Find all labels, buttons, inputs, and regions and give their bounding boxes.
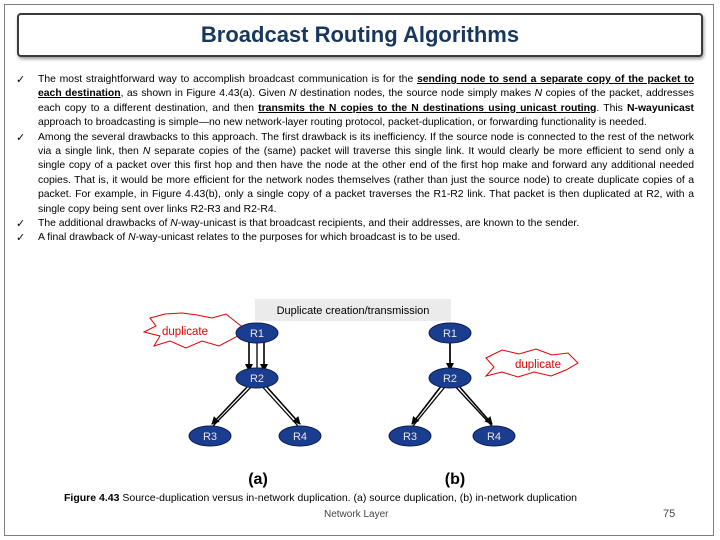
figure-caption xyxy=(64,492,577,504)
checkmark-icon: ✓ xyxy=(16,131,26,144)
caption-number: Figure 4.43 xyxy=(64,492,120,504)
bullet-text: destination nodes, the source node simply makes xyxy=(296,88,535,100)
bullet-text: separate copies of the (same) packet will traverse this single link. It would clearly be more efficient to send only a single copy of a packet over this first hop and then have the node at the other end of the first hop make and forward any additional needed copies. That is, it would be more efficient for the network nodes themselves (rather than just the source node) to create duplicate copies of a packet. For example, in Figure 4.43(b), only a single copy of a packet traverses the R1-R2 link. That packet is then duplicated at R2, with a single copy being sent over links R2-R3 and R2-R4. xyxy=(38,146,694,215)
duplicate-label-a: duplicate xyxy=(161,326,209,338)
copy-arrow-b3 xyxy=(458,385,492,424)
router-label: R4 xyxy=(292,431,308,443)
bullet-text: Among the several drawbacks to this approach. The first drawback is its inefficiency. If the source node is connected to the rest of the network via a single link, then xyxy=(38,131,694,158)
router-label: R1 xyxy=(442,328,458,340)
copy-arrow-a4 xyxy=(266,386,300,424)
router-label: R2 xyxy=(249,373,265,385)
router-label: R3 xyxy=(402,431,418,443)
copy-arrow-a3 xyxy=(212,386,248,424)
router-label: R2 xyxy=(442,373,458,385)
legend-label: Duplicate creation/transmission xyxy=(276,305,430,317)
link-r2-r4-a xyxy=(258,382,298,426)
checkmark-icon: ✓ xyxy=(16,232,26,245)
router-r1-a xyxy=(236,323,278,343)
bullet-text: copies of the packet, addresses each copy to a different destination, and then xyxy=(38,88,694,114)
router-r3-b xyxy=(389,426,431,446)
bullet-bold: N-wayunicast xyxy=(627,102,694,114)
footer-label: Network Layer xyxy=(324,509,389,520)
page-number: 75 xyxy=(663,508,676,520)
checkmark-icon: ✓ xyxy=(16,218,26,231)
bullet-italic: N xyxy=(128,232,136,244)
bullet-text: approach to broadcasting is simple—no new network-layer routing protocol, packet-duplication, or forwarding functionality is needed. xyxy=(38,117,647,129)
link-r2-r4-b xyxy=(451,382,492,426)
router-r3-a xyxy=(189,426,231,446)
bullet-text: -way-unicast relates to the purposes for which broadcast is to be used. xyxy=(135,232,461,244)
router-r4-a xyxy=(279,426,321,446)
bullet-italic: N xyxy=(142,146,151,158)
bullet-text: The additional drawbacks of xyxy=(38,218,171,230)
bullet-emphasis: sending node to send a separate copy of the packet to each destination xyxy=(38,74,694,100)
checkmark-icon: ✓ xyxy=(16,74,26,86)
bullet-emphasis: transmits the N copies to the N destinations using unicast routing xyxy=(258,102,597,114)
router-r1-b xyxy=(429,323,471,343)
bullet-text: , as shown in Figure 4.43(a). Given xyxy=(120,88,290,100)
bullet-italic: N xyxy=(534,88,543,100)
duplicate-label-b: duplicate xyxy=(514,359,562,371)
link-r2-r3-b xyxy=(413,382,449,426)
router-label: R3 xyxy=(202,431,218,443)
routers-b xyxy=(389,323,515,446)
router-label: R4 xyxy=(486,431,502,443)
slide-title: Broadcast Routing Algorithms xyxy=(200,22,520,47)
router-r2-a xyxy=(236,368,278,388)
bullet-text: The most straightforward way to accomplish broadcast communication is for the xyxy=(38,74,417,85)
sub-label-a: (a) xyxy=(248,471,268,488)
router-r2-b xyxy=(429,368,471,388)
bullet-italic: N xyxy=(289,88,297,100)
router-r4-b xyxy=(473,426,515,446)
router-label: R1 xyxy=(249,328,265,340)
bullet-italic: N xyxy=(170,218,178,230)
bullet-text: -way-unicast is that broadcast recipients, and their addresses, are known to the sender. xyxy=(177,218,580,230)
sub-label-b: (b) xyxy=(444,471,466,488)
bullet-text: A final drawback of xyxy=(38,232,129,244)
copy-arrow-b2 xyxy=(412,385,442,424)
caption-text: Source-duplication versus in-network duplication. (a) source duplication, (b) in-network duplication xyxy=(119,492,578,504)
bullet-text: . This xyxy=(596,102,628,114)
link-r2-r3-a xyxy=(213,382,256,426)
